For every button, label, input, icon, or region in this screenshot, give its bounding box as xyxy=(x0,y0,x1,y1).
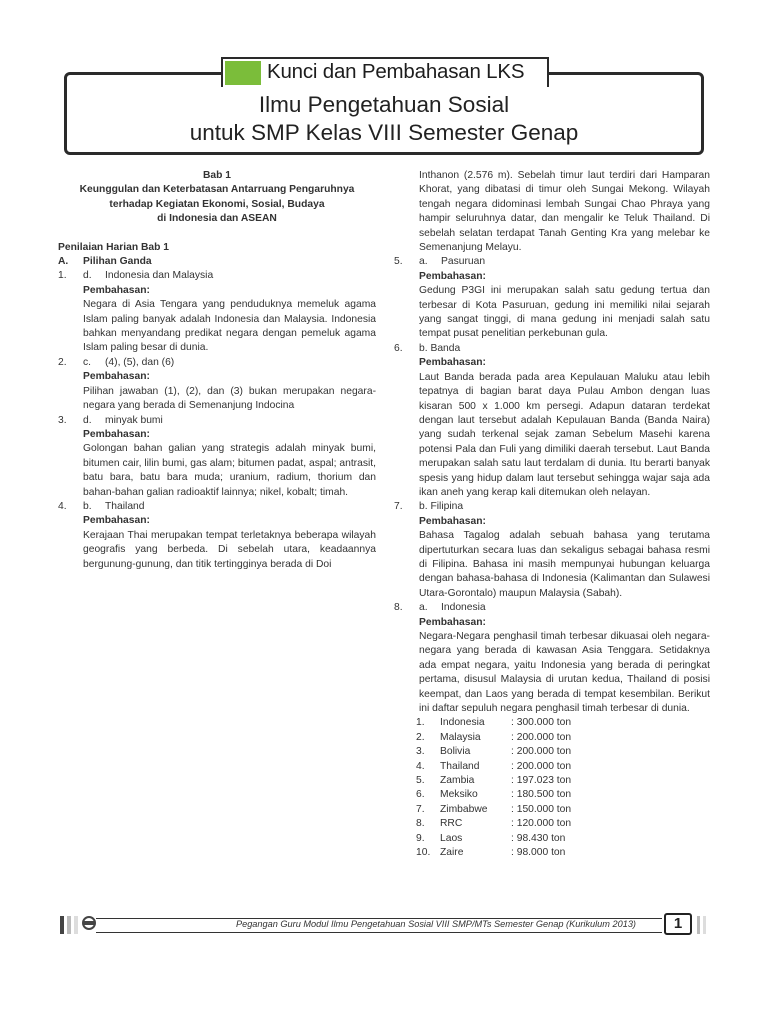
answer-item-3 xyxy=(58,414,376,500)
item-number: 4. xyxy=(58,500,67,512)
list-item: 1. Indonesia : 300.000 ton xyxy=(416,717,572,729)
explanation-label: Pembahasan: xyxy=(419,515,486,527)
explanation-label: Pembahasan: xyxy=(83,284,150,296)
answer-item-7 xyxy=(394,500,710,601)
item-option: b. xyxy=(83,500,92,512)
list-item: 3. Bolivia : 200.000 ton xyxy=(416,746,572,758)
explanation-text: Bahasa Tagalog adalah sebuah bahasa yang terutama dipertuturkan secara luas dan sekaligus sebagai bahasa resmi di Filipina. Bahasa ini masih mempunyai hubungan keluarga dengan bahasa-bahasa di Indonesia (Kalimantan dan Sulawesi Utara-Gorontalo) maupun Malaysia (Sabah). xyxy=(419,530,710,599)
item-number: 3. xyxy=(58,414,67,426)
header-tab xyxy=(221,57,549,87)
footer-rule-bottom xyxy=(96,932,662,933)
item-option: d. xyxy=(83,414,92,426)
answer-item-6 xyxy=(394,342,710,500)
item-answer: (4), (5), dan (6) xyxy=(105,356,175,368)
item-option: c. xyxy=(83,356,92,368)
item-answer: Thailand xyxy=(105,500,145,512)
explanation-label: Pembahasan: xyxy=(83,428,150,440)
left-column xyxy=(58,169,376,572)
part-title: Pilihan Ganda xyxy=(83,256,152,268)
explanation-label: Pembahasan: xyxy=(419,616,486,628)
footer-text: Pegangan Guru Modul Ilmu Pengetahuan Sosial VIII SMP/MTs Semester Genap (Kurikulum 2013) xyxy=(235,919,636,929)
item-answer: minyak bumi xyxy=(105,414,163,426)
list-item: 9. Laos : 98.430 ton xyxy=(416,832,566,844)
answer-item-8 xyxy=(394,601,710,716)
chapter-title-line2: terhadap Kegiatan Ekonomi, Sosial, Budaya xyxy=(109,198,325,210)
list-item: 4. Thailand : 200.000 ton xyxy=(416,760,572,772)
item-option: a. xyxy=(419,256,428,268)
section-title: Penilaian Harian Bab 1 xyxy=(58,241,170,253)
footer-ornament-right xyxy=(694,912,714,938)
list-item: 8. RRC : 120.000 ton xyxy=(416,818,572,830)
header-accent-block xyxy=(225,61,261,85)
item-number: 1. xyxy=(58,270,67,282)
page-title-line2: untuk SMP Kelas VIII Semester Genap xyxy=(189,120,579,145)
explanation-text: Pilihan jawaban (1), (2), dan (3) bukan merupakan negara-negara yang berada di Semenanjung Indocina xyxy=(83,385,376,412)
item-answer: Pasuruan xyxy=(441,256,486,268)
chapter-title-line1: Keunggulan dan Keterbatasan Antarruang Pengaruhnya xyxy=(79,184,355,196)
explanation-text: Kerajaan Thai merupakan tempat terletaknya beberapa wilayah geografis yang berbeda. Di sebelah utara, keadaannya bergunung-gunung, dan titik tertingginya berada di Doi xyxy=(83,529,376,570)
list-item: 7. Zimbabwe : 150.000 ton xyxy=(416,803,572,815)
explanation-label: Pembahasan: xyxy=(419,270,486,282)
right-column xyxy=(394,169,710,861)
list-item: 2. Malaysia : 200.000 ton xyxy=(416,731,572,743)
explanation-text: Laut Banda berada pada area Kepulauan Maluku atau lebih tepatnya di bagian barat daya Pulau Ambon dengan luas kisaran 500 x 1.000 km persegi. Adapun dataran terdekat dengan laut tersebut adalah Kepulauan Banda (Banda Naira) yang sudah terkenal sejak zaman Sebelum Masehi karena potensi Pala dan Fuli yang dimiliki daerah tersebut. Laut Banda merupakan salah satu laut terdalam di dunia. Itu berarti banyak spesis yang hidup dalam laut tersebut sehingga wajar saja ada ikan aneh yang kerap kali ditemukan oleh nelayan. xyxy=(419,371,710,498)
item-answer: Indonesia xyxy=(441,602,486,614)
explanation-text: Negara-Negara penghasil timah terbesar dikuasai oleh negara-negara yang berada di kawasan Asia Tenggara. Setidaknya ada empat negara, yaitu Indonesia yang berada di peringkat pertama, disusul Malaysia di urutan kedua, Thailand di posisi keempat, dan Laos yang berada di tempat kesembilan. Berikut ini daftar sepuluh negara penghasil timah terbesar di dunia. xyxy=(419,631,710,715)
chapter-title-line3: di Indonesia dan ASEAN xyxy=(157,213,277,225)
page-title-line1: Ilmu Pengetahuan Sosial xyxy=(258,92,510,117)
page-number: 1 xyxy=(664,913,692,935)
continuation-text: Inthanon (2.576 m). Sebelah timur laut terdiri dari Hamparan Khorat, yang dibatasi di timur oleh Sungai Mekong. Wilayah tengah negara didominasi lembah Sungai Chao Phraya yang hampir seluruhnya datar, dan mengalir ke Teluk Thailand. Di sebelah selatan terdapat Tanah Genting Kra yang melebar ke Semenanjung Melayu. xyxy=(419,170,710,254)
part-letter: A. xyxy=(58,256,69,268)
explanation-label: Pembahasan: xyxy=(83,371,150,383)
list-item: 10. Zaire : 98.000 ton xyxy=(416,847,566,859)
tin-producer-list xyxy=(394,716,710,860)
answer-item-1 xyxy=(58,269,376,355)
item-answer: Indonesia dan Malaysia xyxy=(105,270,214,282)
item-number: 5. xyxy=(394,256,403,268)
item-number: 2. xyxy=(58,356,67,368)
item-option: a. xyxy=(419,602,428,614)
item-option: d. xyxy=(83,270,92,282)
header-tab-label: Kunci dan Pembahasan LKS xyxy=(267,60,525,83)
chapter-number: Bab 1 xyxy=(202,170,232,181)
answer-item-2 xyxy=(58,356,376,414)
answer-item-5 xyxy=(394,255,710,341)
part-heading xyxy=(58,255,376,269)
explanation-text: Negara di Asia Tengara yang penduduknya memeluk agama Islam paling banyak adalah Indonesia dan Malaysia. Indonesia bahkan menyandang predikat negara dengan pemeluk agama Islam paling besar di dunia. xyxy=(83,299,376,354)
explanation-label: Pembahasan: xyxy=(419,357,486,369)
answer-item-4 xyxy=(58,500,376,572)
explanation-text: Golongan bahan galian yang strategis adalah minyak bumi, bitumen cair, lilin bumi, gas alam; bitumen padat, aspal; antrasit, batu bara, batu bara muda; uranium, radium, thorium dan bahan-bahan galian radioaktif lainnya; nikel, kobalt; timah. xyxy=(83,443,376,498)
item-answer: b. Filipina xyxy=(419,501,464,513)
list-item: 6. Meksiko : 180.500 ton xyxy=(416,789,572,801)
explanation-text: Gedung P3GI ini merupakan salah satu gedung tertua dan terbesar di Kota Pasuruan, gedung ini memiliki nilai sejarah yang sangat tinggi, di mana gedung ini menjadi salah satu tempat pusat penelitian perkebunan gula. xyxy=(419,285,710,340)
item-number: 8. xyxy=(394,602,403,614)
item-number: 6. xyxy=(394,342,403,354)
footer-ornament-left xyxy=(58,912,98,938)
item-number: 7. xyxy=(394,501,403,513)
explanation-label: Pembahasan: xyxy=(83,515,150,527)
item-answer: b. Banda xyxy=(419,342,461,354)
list-item: 5. Zambia : 197.023 ton xyxy=(416,775,572,787)
